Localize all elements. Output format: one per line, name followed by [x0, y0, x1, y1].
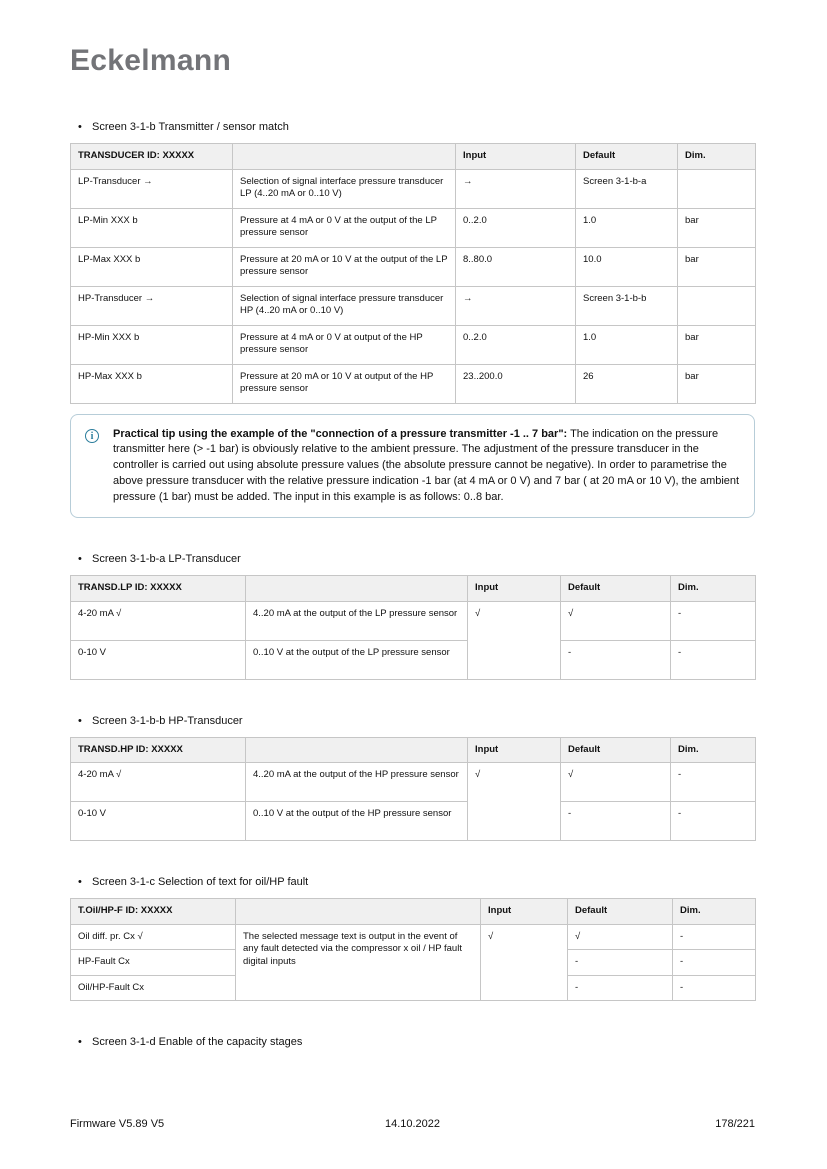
footer-firmware-version: Firmware V5.89 V5: [70, 1118, 165, 1130]
table-cell: Oil/HP-Fault Cx: [71, 975, 236, 1001]
table-cell: 10.0: [576, 247, 678, 286]
column-header-default: Default: [561, 576, 671, 602]
table-cell: 0..2.0: [456, 325, 576, 364]
table-cell: -: [671, 601, 756, 640]
table-cell: √: [481, 924, 568, 1001]
table-cell: [678, 169, 756, 208]
table-cell: LP-Min XXX b: [71, 208, 233, 247]
table-cell: HP-Max XXX b: [71, 364, 233, 403]
section-heading-label: Screen 3-1-b Transmitter / sensor match: [92, 121, 289, 133]
column-header-empty: [246, 576, 468, 602]
footer-page-number: 178/221: [715, 1118, 755, 1130]
table-cell: bar: [678, 364, 756, 403]
table-row: [71, 640, 756, 679]
info-icon: i: [85, 429, 99, 443]
bullet-marker: •: [78, 553, 82, 566]
table-cell: 8..80.0: [456, 247, 576, 286]
column-header-dim: Dim.: [671, 576, 756, 602]
column-header-empty: [236, 899, 481, 925]
column-header-default: Default: [561, 737, 671, 763]
table-cell: √: [468, 601, 561, 679]
table-cell: -: [673, 924, 756, 950]
table-cell: -: [561, 640, 671, 679]
table-cell: -: [671, 640, 756, 679]
section-heading-label: Screen 3-1-b-b HP-Transducer: [92, 714, 243, 727]
table-row: [71, 208, 756, 247]
table-cell: bar: [678, 325, 756, 364]
table-cell: 23..200.0: [456, 364, 576, 403]
table-cell: →: [456, 169, 576, 208]
table-cell: Selection of signal interface pressure transducer LP (4..20 mA or 0..10 V): [233, 169, 456, 208]
company-logo: Eckelmann: [70, 44, 232, 77]
table-cell: Screen 3-1-b-b: [576, 286, 678, 325]
section-heading-3-1-b: [78, 120, 755, 134]
hp-transducer-table: [70, 737, 756, 842]
table-cell: 0..10 V at the output of the LP pressure sensor: [246, 640, 468, 679]
table-cell: √: [561, 601, 671, 640]
section-heading-label: Screen 3-1-b-a LP-Transducer: [92, 553, 241, 566]
practical-tip-note: [70, 414, 755, 519]
bullet-marker: •: [78, 876, 82, 889]
bullet-marker: •: [78, 714, 82, 727]
column-header-default: Default: [568, 899, 673, 925]
page-footer: [70, 1118, 755, 1134]
column-header-input: Input: [481, 899, 568, 925]
table-header-row: [71, 576, 756, 602]
table-cell: 1.0: [576, 208, 678, 247]
table-header-row: [71, 144, 756, 170]
table-header-row: [71, 899, 756, 925]
section-heading-3-1-c: [78, 875, 755, 889]
table-cell: 0..10 V at the output of the HP pressure sensor: [246, 802, 468, 841]
table-header-row: [71, 737, 756, 763]
column-header-input: Input: [468, 737, 561, 763]
note-text: The indication on the pressure transmitter here (> -1 bar) is obviously relative to the ambient pressure. The adjustment of the pressure transducer in the controller is carried out using absolute pressure values (the absolute pressure cannot be negative). In order to parametrise the above pressure transducer with the relative pressure indication -1 bar (at 4 mA or 0 V) and 7 bar ( at 20 mA or 10 V), the ambient pressure (1 bar) must be added. The input in this example is as follows: 0..8 bar.: [113, 427, 740, 503]
section-heading-3-1-b-b: [78, 714, 755, 728]
table-cell: Selection of signal interface pressure transducer HP (4..20 mA or 0..10 V): [233, 286, 456, 325]
bullet-marker: •: [78, 121, 82, 133]
table-cell: HP-Transducer →: [71, 286, 233, 325]
column-header-input: Input: [468, 576, 561, 602]
oil-hp-fault-table: [70, 898, 756, 1001]
table-cell: -: [671, 802, 756, 841]
section-heading-3-1-d: [78, 1035, 755, 1049]
table-cell: -: [673, 950, 756, 976]
note-title: Practical tip using the example of the "connection of a pressure transmitter -1 .. 7 bar":: [113, 427, 568, 440]
table-cell: -: [673, 975, 756, 1001]
table-cell: -: [671, 763, 756, 802]
table-cell: bar: [678, 208, 756, 247]
table-cell: Oil diff. pr. Cx √: [71, 924, 236, 950]
table-cell: 4-20 mA √: [71, 763, 246, 802]
table-cell: 0-10 V: [71, 802, 246, 841]
table-cell: LP-Max XXX b: [71, 247, 233, 286]
section-heading-3-1-b-a: [78, 552, 755, 566]
table-row: [71, 364, 756, 403]
section-heading-label: Screen 3-1-c Selection of text for oil/HP fault: [92, 876, 309, 889]
table-row: [71, 601, 756, 640]
table-cell: -: [568, 975, 673, 1001]
table-cell: 0..2.0: [456, 208, 576, 247]
table-cell: LP-Transducer →: [71, 169, 233, 208]
table-cell: 4..20 mA at the output of the LP pressure sensor: [246, 601, 468, 640]
table-cell: -: [561, 802, 671, 841]
table-cell: 26: [576, 364, 678, 403]
table-cell: [678, 286, 756, 325]
column-header-dim: Dim.: [678, 144, 756, 170]
table-cell: →: [456, 286, 576, 325]
table-cell: Pressure at 20 mA or 10 V at the output of the LP pressure sensor: [233, 247, 456, 286]
column-header-dim: Dim.: [671, 737, 756, 763]
column-header-empty: [246, 737, 468, 763]
table-cell: Pressure at 4 mA or 0 V at output of the HP pressure sensor: [233, 325, 456, 364]
column-header-empty: [233, 144, 456, 170]
table-cell: 0-10 V: [71, 640, 246, 679]
table-row: [71, 924, 756, 950]
table-cell: bar: [678, 247, 756, 286]
table-row: [71, 286, 756, 325]
table-row: [71, 247, 756, 286]
table-cell: √: [468, 763, 561, 841]
table-cell: The selected message text is output in the event of any fault detected via the compressor x oil / HP fault digital inputs: [236, 924, 481, 1001]
bullet-marker: •: [78, 1036, 82, 1049]
column-header-id: T.Oil/HP-F ID: XXXXX: [71, 899, 236, 925]
column-header-id: TRANSD.LP ID: XXXXX: [71, 576, 246, 602]
table-cell: √: [561, 763, 671, 802]
table-cell: Screen 3-1-b-a: [576, 169, 678, 208]
table-row: [71, 763, 756, 802]
table-cell: HP-Fault Cx: [71, 950, 236, 976]
column-header-dim: Dim.: [673, 899, 756, 925]
table-cell: Pressure at 20 mA or 10 V at output of the HP pressure sensor: [233, 364, 456, 403]
section-heading-label: Screen 3-1-d Enable of the capacity stages: [92, 1036, 303, 1049]
table-cell: 4-20 mA √: [71, 601, 246, 640]
table-cell: -: [568, 950, 673, 976]
table-cell: √: [568, 924, 673, 950]
footer-date: 14.10.2022: [384, 1118, 441, 1130]
table-cell: 1.0: [576, 325, 678, 364]
column-header-id: TRANSDUCER ID: XXXXX: [71, 144, 233, 170]
table-row: [71, 169, 756, 208]
table-cell: 4..20 mA at the output of the HP pressure sensor: [246, 763, 468, 802]
column-header-input: Input: [456, 144, 576, 170]
table-row: [71, 325, 756, 364]
table-cell: HP-Min XXX b: [71, 325, 233, 364]
column-header-default: Default: [576, 144, 678, 170]
transducer-table: [70, 143, 756, 404]
table-row: [71, 802, 756, 841]
table-cell: Pressure at 4 mA or 0 V at the output of the LP pressure sensor: [233, 208, 456, 247]
column-header-id: TRANSD.HP ID: XXXXX: [71, 737, 246, 763]
lp-transducer-table: [70, 575, 756, 680]
